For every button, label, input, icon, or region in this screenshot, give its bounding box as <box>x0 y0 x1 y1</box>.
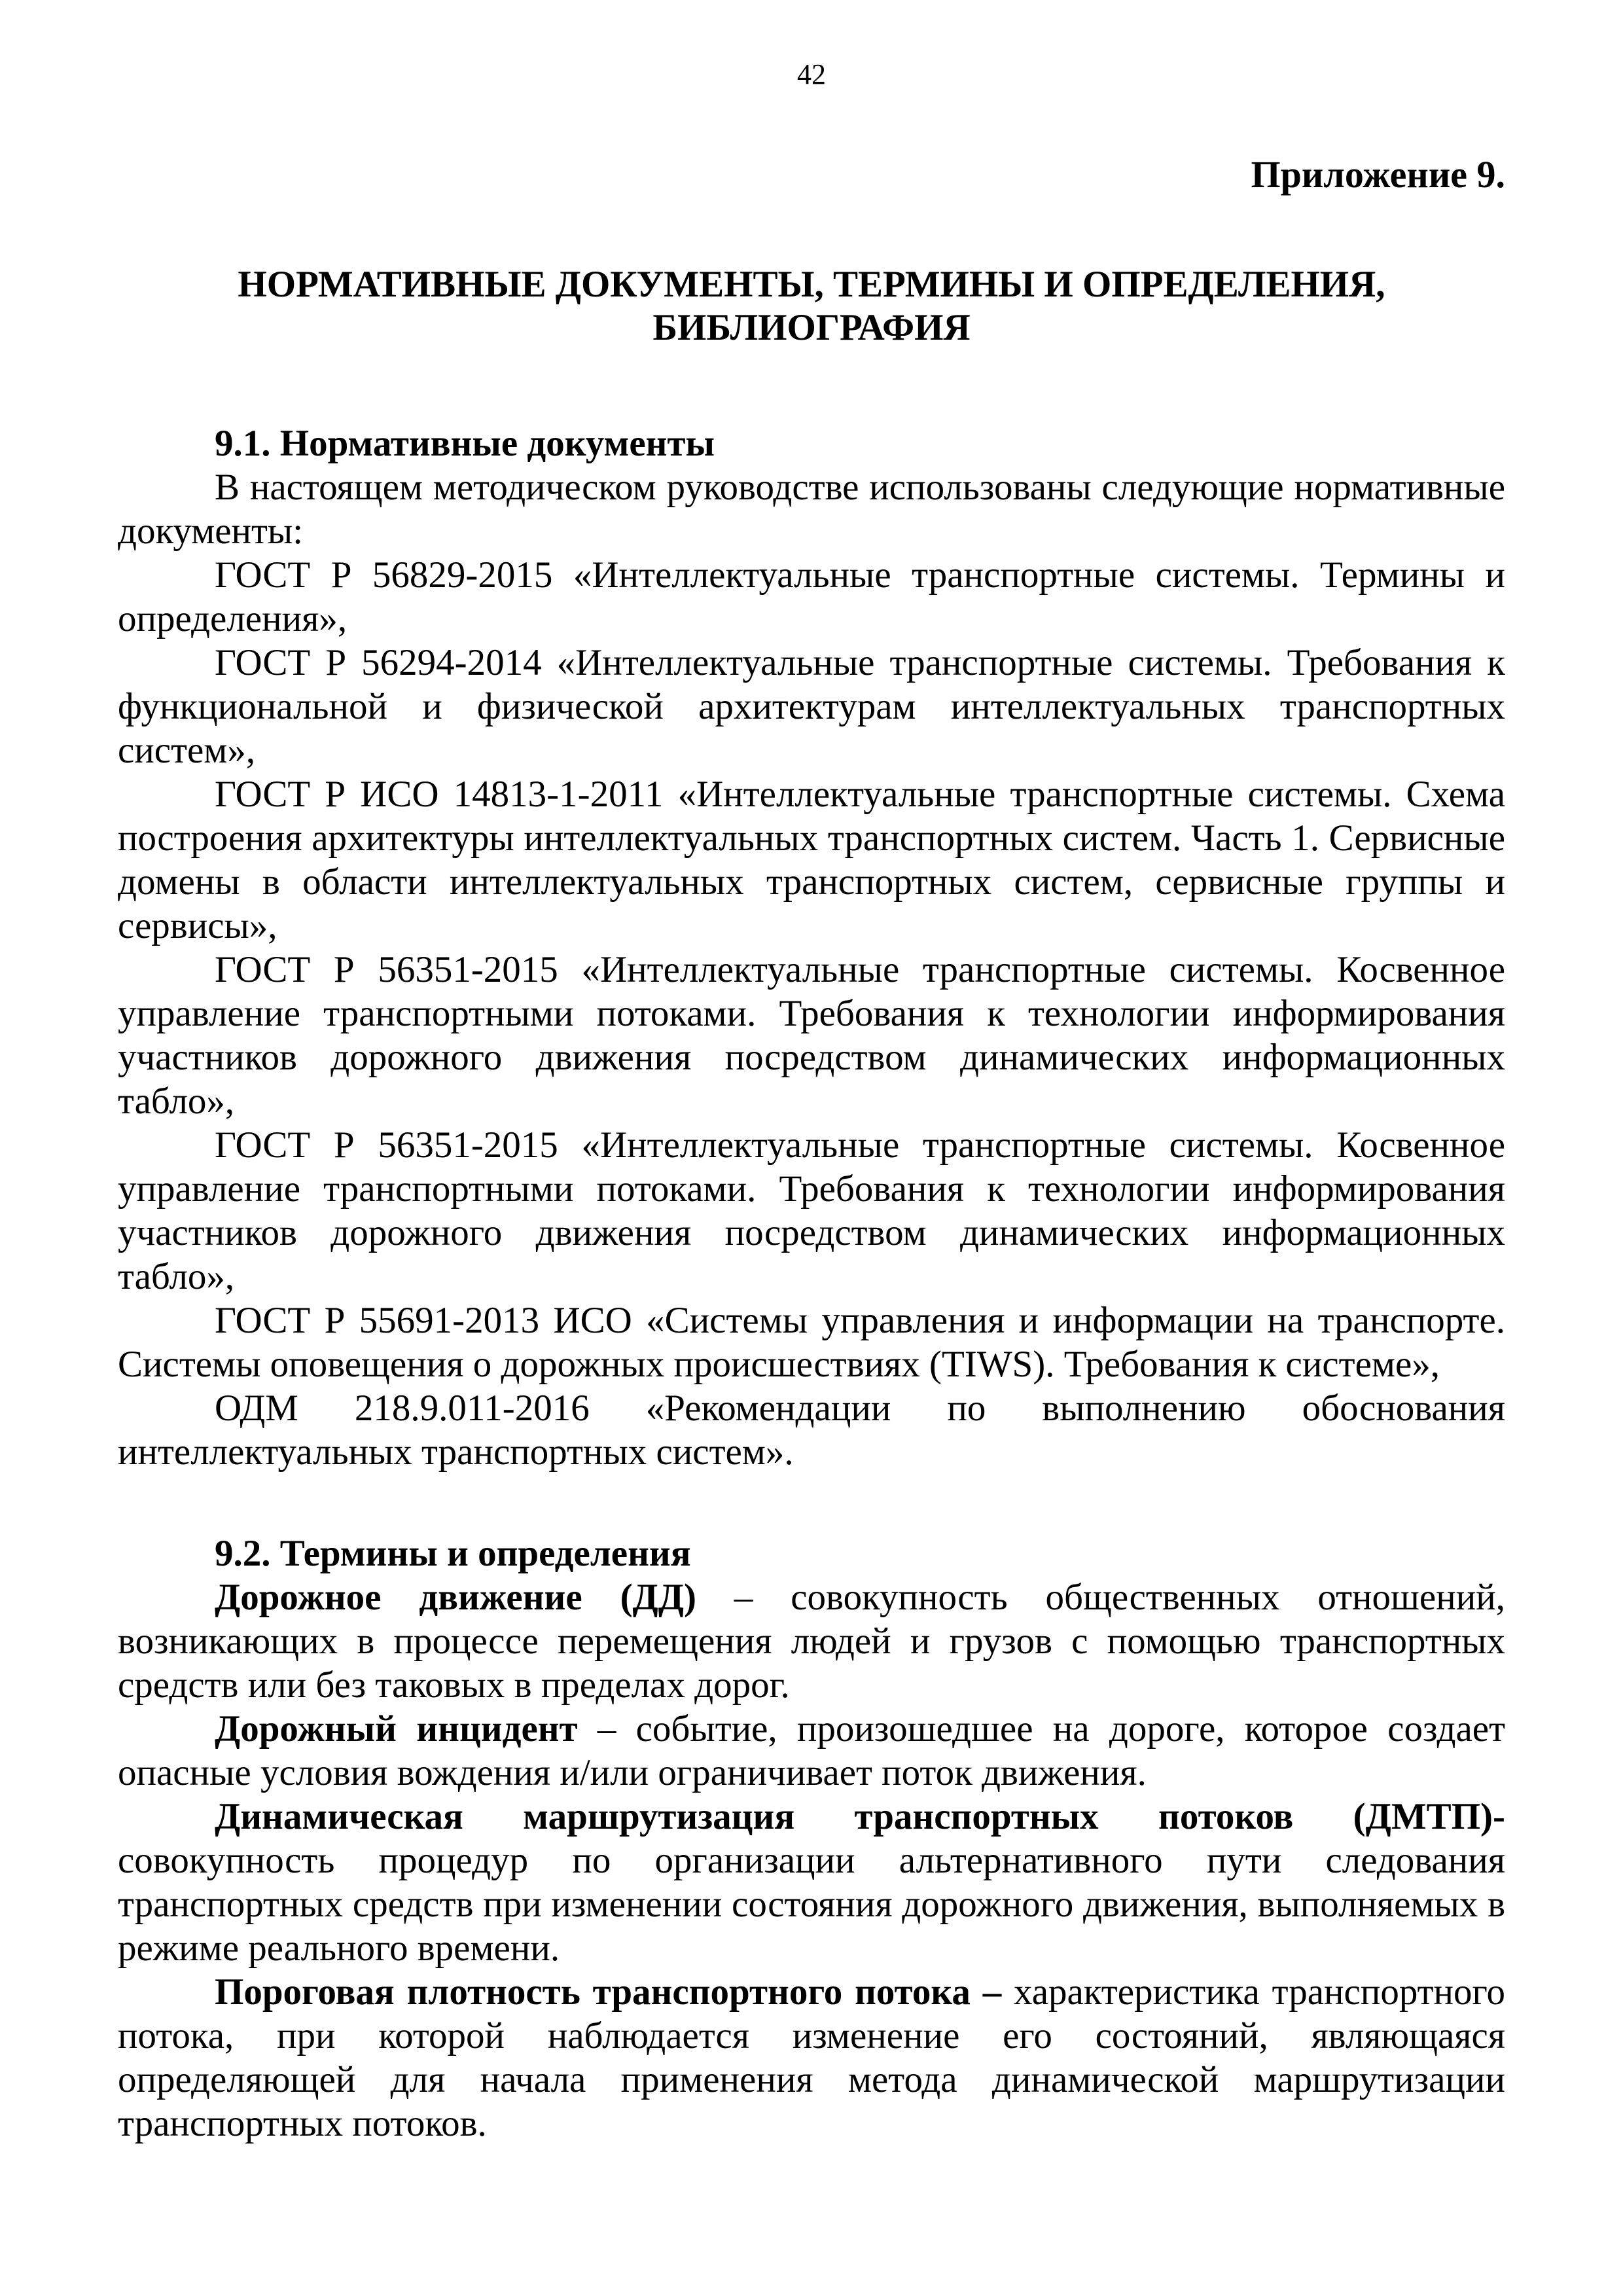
page-content <box>118 152 1505 2145</box>
term: Пороговая плотность транспортного потока – <box>215 1971 1002 2013</box>
page-number: 42 <box>797 58 826 90</box>
document-entry: ГОСТ Р 56829-2015 «Интеллектуальные транспортные системы. Термины и определения», <box>118 554 1505 639</box>
document-entry: ГОСТ Р 56351-2015 «Интеллектуальные транспортные системы. Косвенное управление транспортными потоками. Требования к технологии информирования участников дорожного движения посредством динамических информационных табло», <box>118 1124 1505 1297</box>
term: Дорожное движение (ДД) <box>215 1577 696 1618</box>
document-entry: ГОСТ Р 56351-2015 «Интеллектуальные транспортные системы. Косвенное управление транспортными потоками. Требования к технологии информирования участников дорожного движения посредством динамических информационных табло», <box>118 949 1505 1122</box>
document-entry: ГОСТ Р 55691-2013 ИСО «Системы управления и информации на транспорте. Системы оповещения о дорожных происшествиях (TIWS). Требования к системе», <box>118 1300 1505 1385</box>
term-definition <box>118 1795 1505 1970</box>
section-heading-terms-definitions: 9.2. Термины и определения <box>215 1533 691 1574</box>
document-entry: ГОСТ Р 56294-2014 «Интеллектуальные транспортные системы. Требования к функциональной и физической архитектурам интеллектуальных транспортных систем», <box>118 642 1505 771</box>
term-definition <box>118 1707 1505 1795</box>
term-definition <box>118 1970 1505 2145</box>
definition: – совокупность общественных отношений, возникающих в процессе перемещения людей и грузов с помощью транспортных средств или без таковых в пределах дорог. <box>118 1577 1505 1706</box>
term-definition <box>118 1575 1505 1707</box>
main-title-line-1: НОРМАТИВНЫЕ ДОКУМЕНТЫ, ТЕРМИНЫ И ОПРЕДЕЛЕНИЯ, <box>238 264 1385 305</box>
main-title <box>118 263 1505 350</box>
definition: совокупность процедур по организации альтернативного пути следования транспортных средств при изменении состояния дорожного движения, выполняемых в режиме реального времени. <box>118 1840 1505 1969</box>
appendix-label: Приложение 9. <box>1251 153 1505 196</box>
document-entry: ОДМ 218.9.011-2016 «Рекомендации по выполнению обоснования интеллектуальных транспортных систем». <box>118 1388 1505 1473</box>
definition: характеристика транспортного потока, при которой наблюдается изменение его состояний, являющаяся определяющей для начала применения метода динамической маршрутизации транспортных потоков. <box>118 1971 1505 2144</box>
definition: – событие, произошедшее на дороге, которое создает опасные условия вождения и/или ограничивает поток движения. <box>118 1708 1506 1793</box>
document-entry: ГОСТ Р ИСО 14813-1-2011 «Интеллектуальные транспортные системы. Схема построения архитектуры интеллектуальных транспортных систем. Часть 1. Сервисные домены в области интеллектуальных транспортных систем, сервисные группы и сервисы», <box>118 774 1505 946</box>
main-title-line-2: БИБЛИОГРАФИЯ <box>652 307 971 348</box>
section-heading-normative-documents: 9.1. Нормативные документы <box>215 423 715 464</box>
term: Динамическая маршрутизация транспортных потоков (ДМТП)- <box>215 1796 1505 1837</box>
section-intro: В настоящем методическом руководстве использованы следующие нормативные документы: <box>118 467 1505 552</box>
term: Дорожный инцидент <box>215 1708 578 1749</box>
